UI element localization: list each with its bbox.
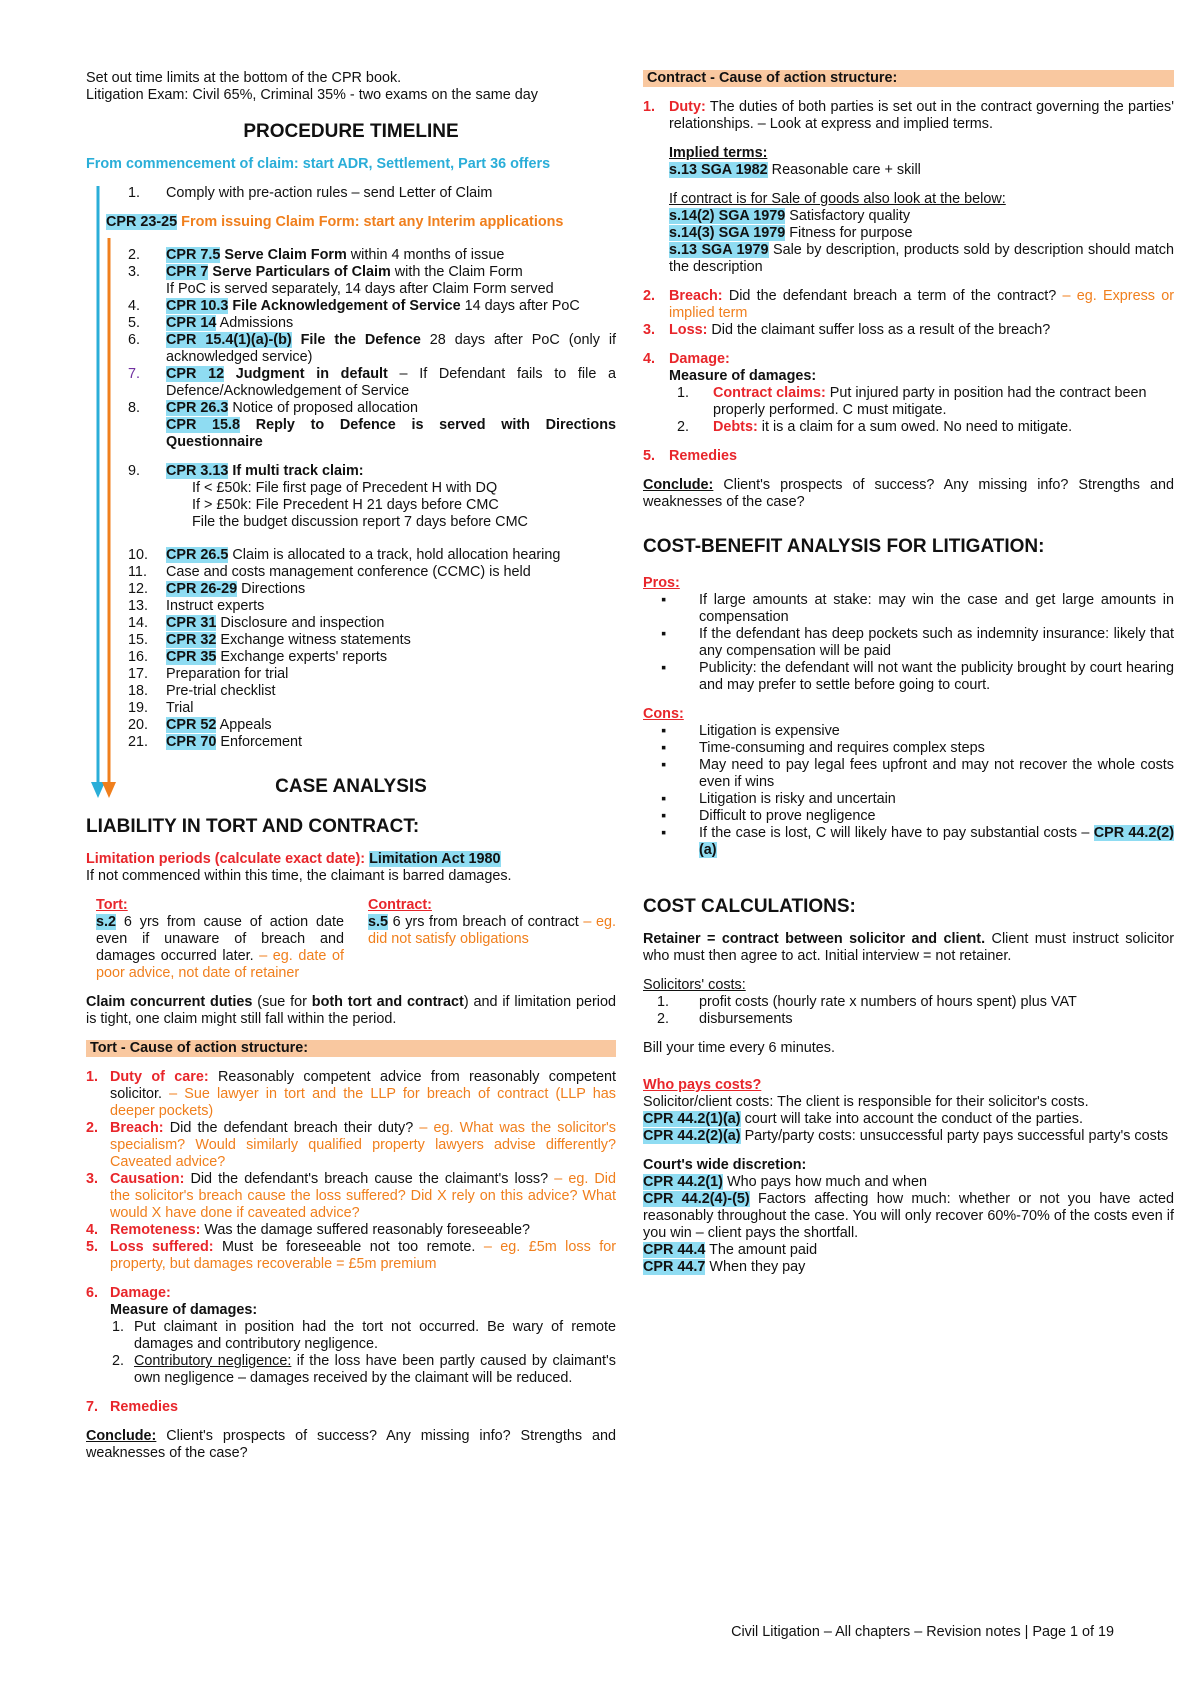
cpr-ref: CPR 10.3 [166, 298, 229, 314]
list-item [643, 808, 1174, 825]
timeline-step [86, 581, 616, 598]
tort-item-example: – eg. Did the solicitor's breach cause the loss suffered? Did X rely on this advice? What would X have done if caveated advice? [110, 1171, 616, 1221]
sub-number: 1. [112, 1319, 125, 1335]
tort-item [86, 1069, 616, 1120]
timeline-step [86, 247, 616, 264]
limitation-text: If not commenced within this time, the claimant is barred damages. [86, 868, 512, 884]
item-number: 2. [643, 288, 656, 304]
cpr-ref: CPR 44.2(2)(a) [643, 1128, 741, 1144]
cpr-ref: CPR 70 [166, 734, 217, 750]
concurrent-bold: both tort and contract [311, 994, 464, 1010]
contract-duty [643, 99, 1174, 276]
sub-number: 2. [657, 1011, 670, 1027]
issuing-heading [86, 214, 616, 231]
left-column [86, 70, 616, 1462]
page-footer: Civil Litigation – All chapters – Revision notes | Page 1 of 19 [731, 1624, 1114, 1640]
contract-text: 6 yrs from breach of contract [388, 914, 579, 930]
tort-item-text: Must be foreseeable not too remote. [213, 1239, 476, 1255]
timeline-step [86, 734, 616, 751]
step-text: Claim is allocated to a track, hold allocation hearing [228, 547, 561, 563]
contract-limitation [368, 897, 616, 982]
cpr-ref: CPR 23-25 [106, 214, 178, 230]
bullet-text: If large amounts at stake: may win the case and get large amounts in compensation [699, 592, 1174, 625]
solicitor-cost-item [643, 1011, 1174, 1028]
contract-conclude [643, 477, 1174, 511]
contract-breach [643, 288, 1174, 322]
who-pays-line [643, 1111, 1174, 1128]
damage-heading: Damage: [110, 1285, 171, 1301]
remedies-heading: Remedies [110, 1399, 178, 1415]
damage-sub-text: Put claimant in position had the tort not occurred. Be wary of remote damages and contributory negligence. [134, 1319, 616, 1352]
timeline-step [86, 598, 616, 615]
sale-item [669, 225, 1174, 242]
cpr-ref: CPR 44.4 [643, 1242, 706, 1258]
case-analysis-title: CASE ANALYSIS [275, 776, 427, 797]
solicitor-costs-heading: Solicitors' costs: [643, 977, 746, 993]
bullet-icon: ▪ [661, 592, 667, 608]
who-pays-text: Solicitor/client costs: The client is responsible for their solicitor's costs. [643, 1094, 1089, 1110]
discretion-text: Factors affecting how much: whether or not you have acted reasonably throughout the case. You will only recover 60%-70% of the costs even if you win – client pays the shortfall. [643, 1191, 1175, 1241]
timeline-step [86, 281, 616, 298]
step9-line: If > £50k: File Precedent H 21 days before CMC [192, 497, 499, 513]
duty-text: The duties of both parties is set out in the contract governing the parties' relationships. – Look at express and implied terms. [669, 99, 1174, 132]
step-text: 28 days after PoC (only if acknowledged service) [166, 332, 617, 365]
cpr-ref: CPR 26.3 [166, 400, 229, 416]
timeline-step [86, 417, 616, 451]
contract-claims-head: Contract claims: [713, 385, 826, 401]
list-item [643, 592, 1174, 626]
contract-remedies [643, 448, 1174, 465]
tort-section-bar: Tort - Cause of action structure: [86, 1040, 616, 1057]
step-text: Directions [237, 581, 306, 597]
tort-item [86, 1239, 616, 1273]
bullet-text: May need to pay legal fees upfront and may not recover the whole costs even if wins [699, 757, 1174, 790]
sub-number: 1. [677, 385, 690, 401]
tort-item-text: Reasonably competent advice from reasonably competent solicitor. [110, 1069, 616, 1102]
loss-heading: Loss: [669, 322, 708, 338]
retainer-bold: Retainer = contract between solicitor and client. [643, 931, 986, 947]
timeline-step [86, 298, 616, 315]
discretion-text: The amount paid [705, 1242, 818, 1258]
step-number: 10. [128, 547, 149, 563]
timeline-step [86, 547, 616, 564]
tort-item-head: Loss suffered: [110, 1239, 214, 1255]
tort-item-head: Breach: [110, 1120, 164, 1136]
step-number: 9. [128, 463, 141, 479]
damage-sub-text: Put injured party in position had the contract been properly performed. C must mitigate. [713, 385, 1147, 418]
item-number: 2. [86, 1120, 99, 1136]
step-number: 19. [128, 700, 149, 716]
bill-note: Bill your time every 6 minutes. [643, 1040, 835, 1056]
cons-heading: Cons: [643, 706, 684, 722]
step-text: Exchange experts' reports [216, 649, 388, 665]
who-pays-text: court will take into account the conduct of the parties. [740, 1111, 1083, 1127]
cpr-ref: CPR 12 [166, 366, 225, 382]
concurrent-duties [86, 994, 616, 1028]
statute-text: Satisfactory quality [785, 208, 911, 224]
cost-calculations-title: COST CALCULATIONS: [643, 896, 856, 917]
section-ref: s.2 [96, 914, 117, 930]
damage-sub [110, 1319, 616, 1353]
timeline-step [86, 683, 616, 700]
cpr-ref: CPR 15.8 [166, 417, 241, 433]
tort-item-example: – Sue lawyer in tort and the LLP for breach of contract (LLP has deeper pockets) [110, 1086, 616, 1119]
damage-heading: Damage: [669, 351, 730, 367]
contract-section-bar: Contract - Cause of action structure: [643, 70, 1174, 87]
item-number: 5. [86, 1239, 99, 1255]
cons-list [643, 723, 1174, 825]
conclude-label: Conclude: [643, 477, 714, 493]
step-text: Trial [166, 700, 194, 716]
bullet-text: Time-consuming and requires complex steps [699, 740, 985, 756]
step-number: 12. [128, 581, 149, 597]
loss-text: Did the claimant suffer loss as a result of the breach? [707, 322, 1051, 338]
timeline-step [86, 564, 616, 581]
tort-heading: Tort: [96, 897, 128, 913]
discretion-heading: Court's wide discretion: [643, 1157, 807, 1173]
timeline-step [86, 366, 616, 400]
remedies-heading: Remedies [669, 448, 737, 464]
who-pays-heading: Who pays costs? [643, 1077, 762, 1093]
timeline-step [86, 700, 616, 717]
pros-list [643, 592, 1174, 694]
step-number: 11. [128, 564, 147, 580]
timeline-step [86, 185, 616, 202]
cpr-ref: CPR 7 [166, 264, 209, 280]
list-item [643, 660, 1174, 694]
right-column [643, 70, 1174, 1276]
list-item [643, 723, 1174, 740]
timeline-step [86, 632, 616, 649]
contract-damage [643, 351, 1174, 436]
retainer-rest: Client must instruct solicitor who must then agree to act. Initial interview = not retainer. [643, 931, 1174, 964]
intro-line: Litigation Exam: Civil 65%, Criminal 35% - two exams on the same day [86, 87, 538, 103]
tort-conclude [86, 1428, 616, 1462]
cpr-ref: CPR 44.2(2)(a) [699, 825, 1174, 858]
sub-number: 1. [657, 994, 670, 1010]
tort-item [86, 1171, 616, 1222]
cons-text: If the case is lost, C will likely have to pay substantial costs – [699, 825, 1094, 841]
step-number: 17. [128, 666, 149, 682]
breach-text: Did the defendant breach a term of the contract? [722, 288, 1057, 304]
cons-last [643, 825, 1174, 859]
pros-heading: Pros: [643, 575, 680, 591]
item-number: 1. [643, 99, 656, 115]
bullet-icon: ▪ [661, 808, 667, 824]
sale-of-goods-heading: If contract is for Sale of goods also look at the below: [669, 191, 1006, 207]
who-pays-text: Party/party costs: unsuccessful party pays successful party's costs [740, 1128, 1169, 1144]
list-item [643, 740, 1174, 757]
tort-item-head: Duty of care: [110, 1069, 209, 1085]
item-number: 3. [86, 1171, 99, 1187]
contract-loss [643, 322, 1174, 339]
concurrent-text: (sue for [252, 994, 312, 1010]
limitation-heading: Limitation periods (calculate exact date): [86, 851, 366, 867]
tort-damage [86, 1285, 616, 1387]
step-number: 14. [128, 615, 149, 631]
tort-structure-list [86, 1069, 616, 1273]
tort-item-text: Did the defendant breach their duty? [163, 1120, 414, 1136]
damage-sub-text: if the loss have been partly caused by claimant's own negligence – damages received by the claimant will be reduced. [134, 1353, 616, 1386]
breach-example: – eg. Express or implied term [669, 288, 1174, 321]
step-text: with the Claim Form [390, 264, 523, 280]
list-item [643, 791, 1174, 808]
cpr-ref: CPR 52 [166, 717, 217, 733]
timeline-steps-2 [86, 547, 616, 751]
implied-terms-heading: Implied terms: [669, 145, 768, 161]
step-number: 6. [128, 332, 141, 348]
step-number: 21. [128, 734, 149, 750]
tort-item [86, 1120, 616, 1171]
measure-heading: Measure of damages: [110, 1302, 258, 1318]
cpr-ref: CPR 44.2(1) [643, 1174, 723, 1190]
step9-line: If < £50k: File first page of Precedent H with DQ [192, 480, 498, 496]
issuing-text: From issuing Claim Form: start any Interim applications [177, 214, 564, 230]
cpr-ref: CPR 35 [166, 649, 217, 665]
step-number: 8. [128, 400, 141, 416]
step-number: 20. [128, 717, 149, 733]
step-number: 18. [128, 683, 149, 699]
discretion-line [643, 1242, 1174, 1259]
timeline-step [86, 332, 616, 366]
solicitor-cost-text: disbursements [699, 1011, 793, 1027]
cost-benefit-title: COST-BENEFIT ANALYSIS FOR LITIGATION: [643, 536, 1045, 557]
sale-of-goods-list [669, 208, 1174, 276]
item-number: 3. [643, 322, 656, 338]
bullet-icon: ▪ [661, 791, 667, 807]
step-text: Pre-trial checklist [166, 683, 276, 699]
timeline-steps [86, 247, 616, 451]
bullet-icon: ▪ [661, 740, 667, 756]
list-item: ▪ If the case is lost, C will likely have to pay substantial costs – CPR 44.2(2)(a) [661, 825, 1174, 858]
sub-number: 2. [677, 419, 690, 435]
list-item [643, 626, 1174, 660]
sub-number: 2. [112, 1353, 125, 1369]
cpr-ref: CPR 14 [166, 315, 217, 331]
tort-item-example: – eg. What was the solicitor's specialism? Would similarly qualified property lawyers advise differently? Caveated advice? [110, 1120, 616, 1170]
bullet-text: If the defendant has deep pockets such as indemnity insurance: likely that any compensation will be paid [699, 626, 1174, 659]
statute-ref: s.13 SGA 1979 [669, 242, 769, 258]
item-number: 6. [86, 1285, 99, 1301]
step-text: Instruct experts [166, 598, 265, 614]
statute-text: Fitness for purpose [785, 225, 913, 241]
step-bold: File the Defence [291, 332, 421, 348]
statute-ref: s.13 SGA 1982 [669, 162, 768, 178]
who-pays-line [643, 1128, 1174, 1145]
discretion-text: Who pays how much and when [722, 1174, 927, 1190]
intro-line: Set out time limits at the bottom of the CPR book. [86, 70, 402, 86]
step-bold: Serve Particulars of Claim [208, 264, 391, 280]
step-bold: File Acknowledgement of Service [228, 298, 461, 314]
commencement-heading: From commencement of claim: start ADR, Settlement, Part 36 offers [86, 156, 551, 172]
bullet-text: Litigation is risky and uncertain [699, 791, 896, 807]
step-text: Exchange witness statements [216, 632, 411, 648]
list-item [643, 757, 1174, 791]
bullet-text: Difficult to prove negligence [699, 808, 876, 824]
breach-heading: Breach: [669, 288, 723, 304]
statute-ref: s.14(2) SGA 1979 [669, 208, 786, 224]
step-text: – If Defendant fails to file a Defence/Acknowledgement of Service [166, 366, 617, 399]
cpr-ref: CPR 31 [166, 615, 217, 631]
step-number: 5. [128, 315, 141, 331]
step-number: 1. [128, 185, 141, 201]
bullet-icon: ▪ [661, 626, 667, 642]
step-bold: Serve Claim Form [220, 247, 347, 263]
damage-sub [110, 1353, 616, 1387]
damage-sub [669, 385, 1174, 419]
cpr-ref: CPR 32 [166, 632, 217, 648]
timeline-step [86, 717, 616, 734]
procedure-timeline-title: PROCEDURE TIMELINE [243, 121, 459, 142]
item-number: 5. [643, 448, 656, 464]
concurrent-bold: Claim concurrent duties [86, 994, 253, 1010]
step-number: 2. [128, 247, 141, 263]
sale-item [669, 242, 1174, 276]
cpr-ref: CPR 44.7 [643, 1259, 706, 1275]
timeline-step [86, 666, 616, 683]
step-text: Notice of proposed allocation [228, 400, 418, 416]
damage-sub-text: it is a claim for a sum owed. No need to mitigate. [757, 419, 1073, 435]
tort-item [86, 1222, 616, 1239]
tort-example: – eg. date of poor advice, not date of retainer [96, 948, 345, 981]
step-text: within 4 months of issue [346, 247, 505, 263]
item-number: 7. [86, 1399, 99, 1415]
cpr-ref: CPR 15.4(1)(a)-(b) [166, 332, 292, 348]
step-number: 16. [128, 649, 149, 665]
timeline-step [86, 400, 616, 417]
step-number: 15. [128, 632, 149, 648]
bullet-text: Litigation is expensive [699, 723, 840, 739]
solicitor-costs-list [643, 994, 1174, 1028]
discretion-line [643, 1191, 1174, 1242]
timeline-step [86, 615, 616, 632]
tort-item-text: Did the defendant's breach cause the claimant's loss? [184, 1171, 549, 1187]
item-number: 4. [86, 1222, 99, 1238]
statute-text: Sale by description, products sold by description should match the description [669, 242, 1174, 275]
sale-item [669, 208, 1174, 225]
solicitor-cost-item [643, 994, 1174, 1011]
limitation-act: Limitation Act 1980 [369, 851, 501, 867]
debts-head: Debts: [713, 419, 758, 435]
step-number: 3. [128, 264, 141, 280]
discretion-text: When they pay [705, 1259, 806, 1275]
step-text: Appeals [216, 717, 272, 733]
tort-item-text: Was the damage suffered reasonably foreseeable? [200, 1222, 530, 1238]
cpr-ref: CPR 3.13 [166, 463, 229, 479]
step-text: Preparation for trial [166, 666, 289, 682]
limitation-columns [86, 897, 616, 982]
contrib-negligence: Contributory negligence: [134, 1353, 292, 1369]
bullet-icon: ▪ [661, 723, 667, 739]
item-number: 1. [86, 1069, 99, 1085]
cpr-ref: CPR 44.2(4)-(5) [643, 1191, 750, 1207]
step-text: Case and costs management conference (CCMC) is held [166, 564, 531, 580]
step-bold: Judgment in default [224, 366, 388, 382]
retainer-text [643, 931, 1174, 965]
tort-remedies [86, 1399, 616, 1416]
cpr-ref: CPR 7.5 [166, 247, 221, 263]
step-text: Disclosure and inspection [216, 615, 385, 631]
step-text: 14 days after PoC [460, 298, 580, 314]
bullet-text: Publicity: the defendant will not want the publicity brought by court hearing and may prefer to settle before going to court. [699, 660, 1174, 693]
step-text: Enforcement [216, 734, 302, 750]
tort-item-head: Remoteness: [110, 1222, 201, 1238]
step-number: 4. [128, 298, 141, 314]
tort-limitation [96, 897, 344, 982]
section-ref: s.5 [368, 914, 389, 930]
contract-example: – eg. did not satisfy obligations [368, 914, 616, 947]
step-text: If PoC is served separately, 14 days after Claim Form served [166, 281, 554, 297]
discretion-line [643, 1259, 1174, 1276]
duty-heading: Duty: [669, 99, 706, 115]
damage-sub [669, 419, 1174, 436]
conclude-text: Client's prospects of success? Any missing info? Strengths and weaknesses of the case? [643, 477, 1174, 510]
solicitor-cost-text: profit costs (hourly rate x numbers of hours spent) plus VAT [699, 994, 1077, 1010]
timeline-step-9 [86, 463, 616, 531]
step-number: 7. [128, 366, 141, 382]
step-text: Admissions [216, 315, 294, 331]
tort-text: 6 yrs from cause of action date even if unaware of breach and damages occurred later. [96, 914, 344, 964]
bullet-icon: ▪ [661, 757, 667, 773]
measure-heading: Measure of damages: [669, 368, 817, 384]
step-text: If multi track claim: [228, 463, 364, 479]
item-number: 4. [643, 351, 656, 367]
conclude-text: Client's prospects of success? Any missing info? Strengths and weaknesses of the case? [86, 1428, 616, 1461]
bullet-icon: ▪ [661, 660, 667, 676]
step-number: 13. [128, 598, 149, 614]
timeline-step [86, 315, 616, 332]
step-text: Comply with pre-action rules – send Letter of Claim [166, 185, 493, 201]
timeline-step [86, 264, 616, 281]
timeline-step [86, 649, 616, 666]
tort-item-head: Causation: [110, 1171, 185, 1187]
statute-ref: s.14(3) SGA 1979 [669, 225, 786, 241]
step9-line: File the budget discussion report 7 days before CMC [192, 514, 528, 530]
tort-item-example: – eg. £5m loss for property, but damages recoverable = £5m premium [110, 1239, 616, 1272]
liability-title: LIABILITY IN TORT AND CONTRACT: [86, 816, 420, 837]
cpr-ref: CPR 26-29 [166, 581, 238, 597]
contract-heading: Contract: [368, 897, 432, 913]
cpr-ref: CPR 44.2(1)(a) [643, 1111, 741, 1127]
statute-text: Reasonable care + skill [767, 162, 921, 178]
cpr-ref: CPR 26.5 [166, 547, 229, 563]
conclude-label: Conclude: [86, 1428, 157, 1444]
discretion-line [643, 1174, 1174, 1191]
step-bold: Reply to Defence is served with Directions Questionnaire [166, 417, 616, 450]
concurrent-text: ) and if limitation period is tight, one claim might still fall within the period. [86, 994, 616, 1027]
